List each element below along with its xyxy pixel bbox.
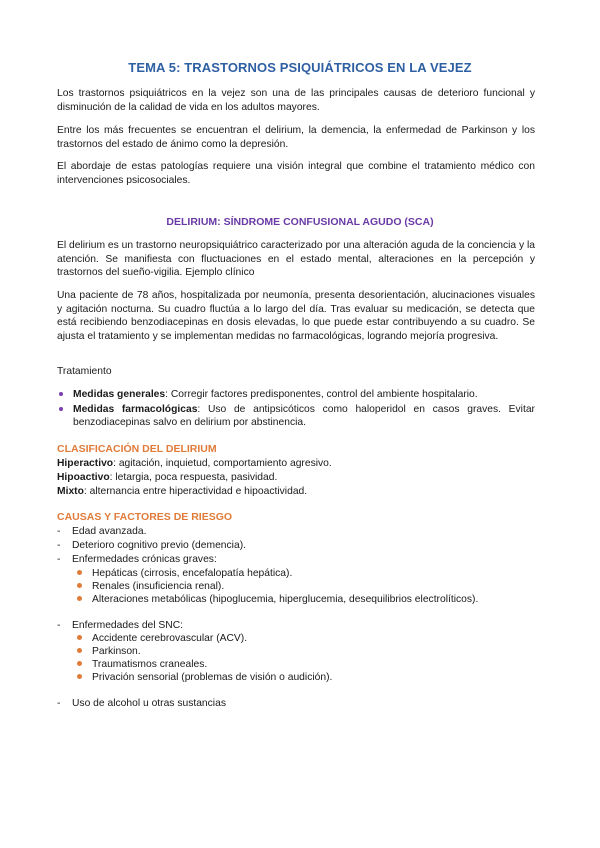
delirium-heading: DELIRIUM: SÍNDROME CONFUSIONAL AGUDO (SCA): [166, 216, 434, 228]
dash-marker: -: [57, 620, 61, 631]
cause-item: [57, 539, 246, 553]
cause-item: [57, 619, 183, 633]
cause-text: Deterioro cognitivo previo (demencia).: [72, 540, 246, 551]
sub-item-text: Alteraciones metabólicas (hipoglucemia, hiperglucemia, desequilibrios electrolíticos).: [92, 594, 479, 605]
classification-term: Hiperactivo: [57, 458, 114, 469]
bullet-icon: [59, 392, 63, 396]
sub-item: [77, 580, 224, 594]
list-item: [57, 403, 535, 430]
bullet-icon: [59, 407, 63, 411]
sub-item-text: Hepáticas (cirrosis, encefalopatía hepática).: [92, 568, 293, 579]
sub-item: [77, 632, 247, 646]
bullet-icon: [77, 635, 82, 640]
classification-item: [57, 471, 277, 485]
classification-text: : letargia, poca respuesta, pasividad.: [109, 472, 278, 483]
dash-marker: -: [57, 540, 61, 551]
sub-item: [77, 567, 292, 581]
bullet-icon: [77, 583, 82, 588]
dash-marker: -: [57, 698, 61, 709]
treatment-label: Tratamiento: [57, 366, 112, 377]
intro-paragraph-1: Los trastornos psiquiátricos en la vejez son una de las principales causas de deterioro funcional y disminución de la calidad de vida en los adultos mayores.: [57, 88, 535, 113]
sub-item: [77, 658, 207, 672]
sub-item: [77, 671, 332, 685]
cause-text: Edad avanzada.: [72, 526, 147, 537]
dash-marker: -: [57, 554, 61, 565]
sub-item: [77, 645, 141, 659]
cause-text: Uso de alcohol u otras sustancias: [72, 698, 226, 709]
page-title: TEMA 5: TRASTORNOS PSIQUIÁTRICOS EN LA VEJEZ: [128, 60, 472, 75]
sub-item-text: Parkinson.: [92, 646, 141, 657]
intro-paragraph-2: Entre los más frecuentes se encuentran el delirium, la demencia, la enfermedad de Parkinson y los trastornos del estado de ánimo como la depresión.: [57, 125, 535, 150]
intro-paragraph-3: El abordaje de estas patologías requiere una visión integral que combine el tratamiento médico con intervenciones psicosociales.: [57, 161, 535, 186]
delirium-definition: El delirium es un trastorno neuropsiquiátrico caracterizado por una alteración aguda de la conciencia y la atención. Se manifiesta con fluctuaciones en el estado mental, alteraciones en la percepción y trastornos del sueño-vigilia. Ejemplo clínico: [57, 240, 535, 278]
classification-term: Mixto: [57, 486, 84, 497]
causes-heading: CAUSAS Y FACTORES DE RIESGO: [57, 511, 233, 523]
sub-item-text: Renales (insuficiencia renal).: [92, 581, 225, 592]
classification-term: Hipoactivo: [57, 472, 110, 483]
classification-heading: CLASIFICACIÓN DEL DELIRIUM: [57, 443, 217, 455]
bullet-icon: [77, 674, 82, 679]
list-item: [57, 388, 535, 402]
cause-item: [57, 525, 146, 539]
treatment-list: [57, 388, 535, 431]
classification-text: : agitación, inquietud, comportamiento agresivo.: [113, 458, 332, 469]
cause-item: [57, 553, 217, 567]
sub-item-text: Traumatismos craneales.: [92, 659, 208, 670]
classification-text: : alternancia entre hiperactividad e hipoactividad.: [83, 486, 308, 497]
bullet-icon: [77, 648, 82, 653]
cause-text: Enfermedades del SNC:: [72, 620, 184, 631]
sub-item-text: Privación sensorial (problemas de visión o audición).: [92, 672, 333, 683]
bullet-icon: [77, 570, 82, 575]
treatment-term: Medidas generales: [73, 389, 166, 400]
bullet-icon: [77, 596, 82, 601]
cause-item: [57, 697, 226, 711]
sub-item-text: Accidente cerebrovascular (ACV).: [92, 633, 248, 644]
bullet-icon: [77, 661, 82, 666]
cause-text: Enfermedades crónicas graves:: [72, 554, 217, 565]
clinical-case: Una paciente de 78 años, hospitalizada por neumonía, presenta desorientación, alucinaciones visuales y agitación nocturna. Su cuadro fluctúa a lo largo del día. Tras evaluar su medicación, se detecta que está recibiendo benzodiacepinas en dosis elevadas, lo que puede estar contribuyendo a su cuadro. Se ajusta el tratamiento y se implementan medidas no farmacológicas, logrando mejoría progresiva.: [57, 290, 535, 342]
classification-item: [57, 457, 332, 471]
treatment-term: Medidas farmacológicas: [73, 403, 198, 415]
treatment-text: : Uso de antipsicóticos como haloperidol en casos graves. Evitar benzodiacepinas salvo en delirium por abstinencia.: [73, 403, 535, 428]
dash-marker: -: [57, 526, 61, 537]
sub-item: [77, 593, 478, 607]
treatment-text: : Corregir factores predisponentes, control del ambiente hospitalario.: [165, 389, 478, 400]
classification-item: [57, 485, 307, 499]
